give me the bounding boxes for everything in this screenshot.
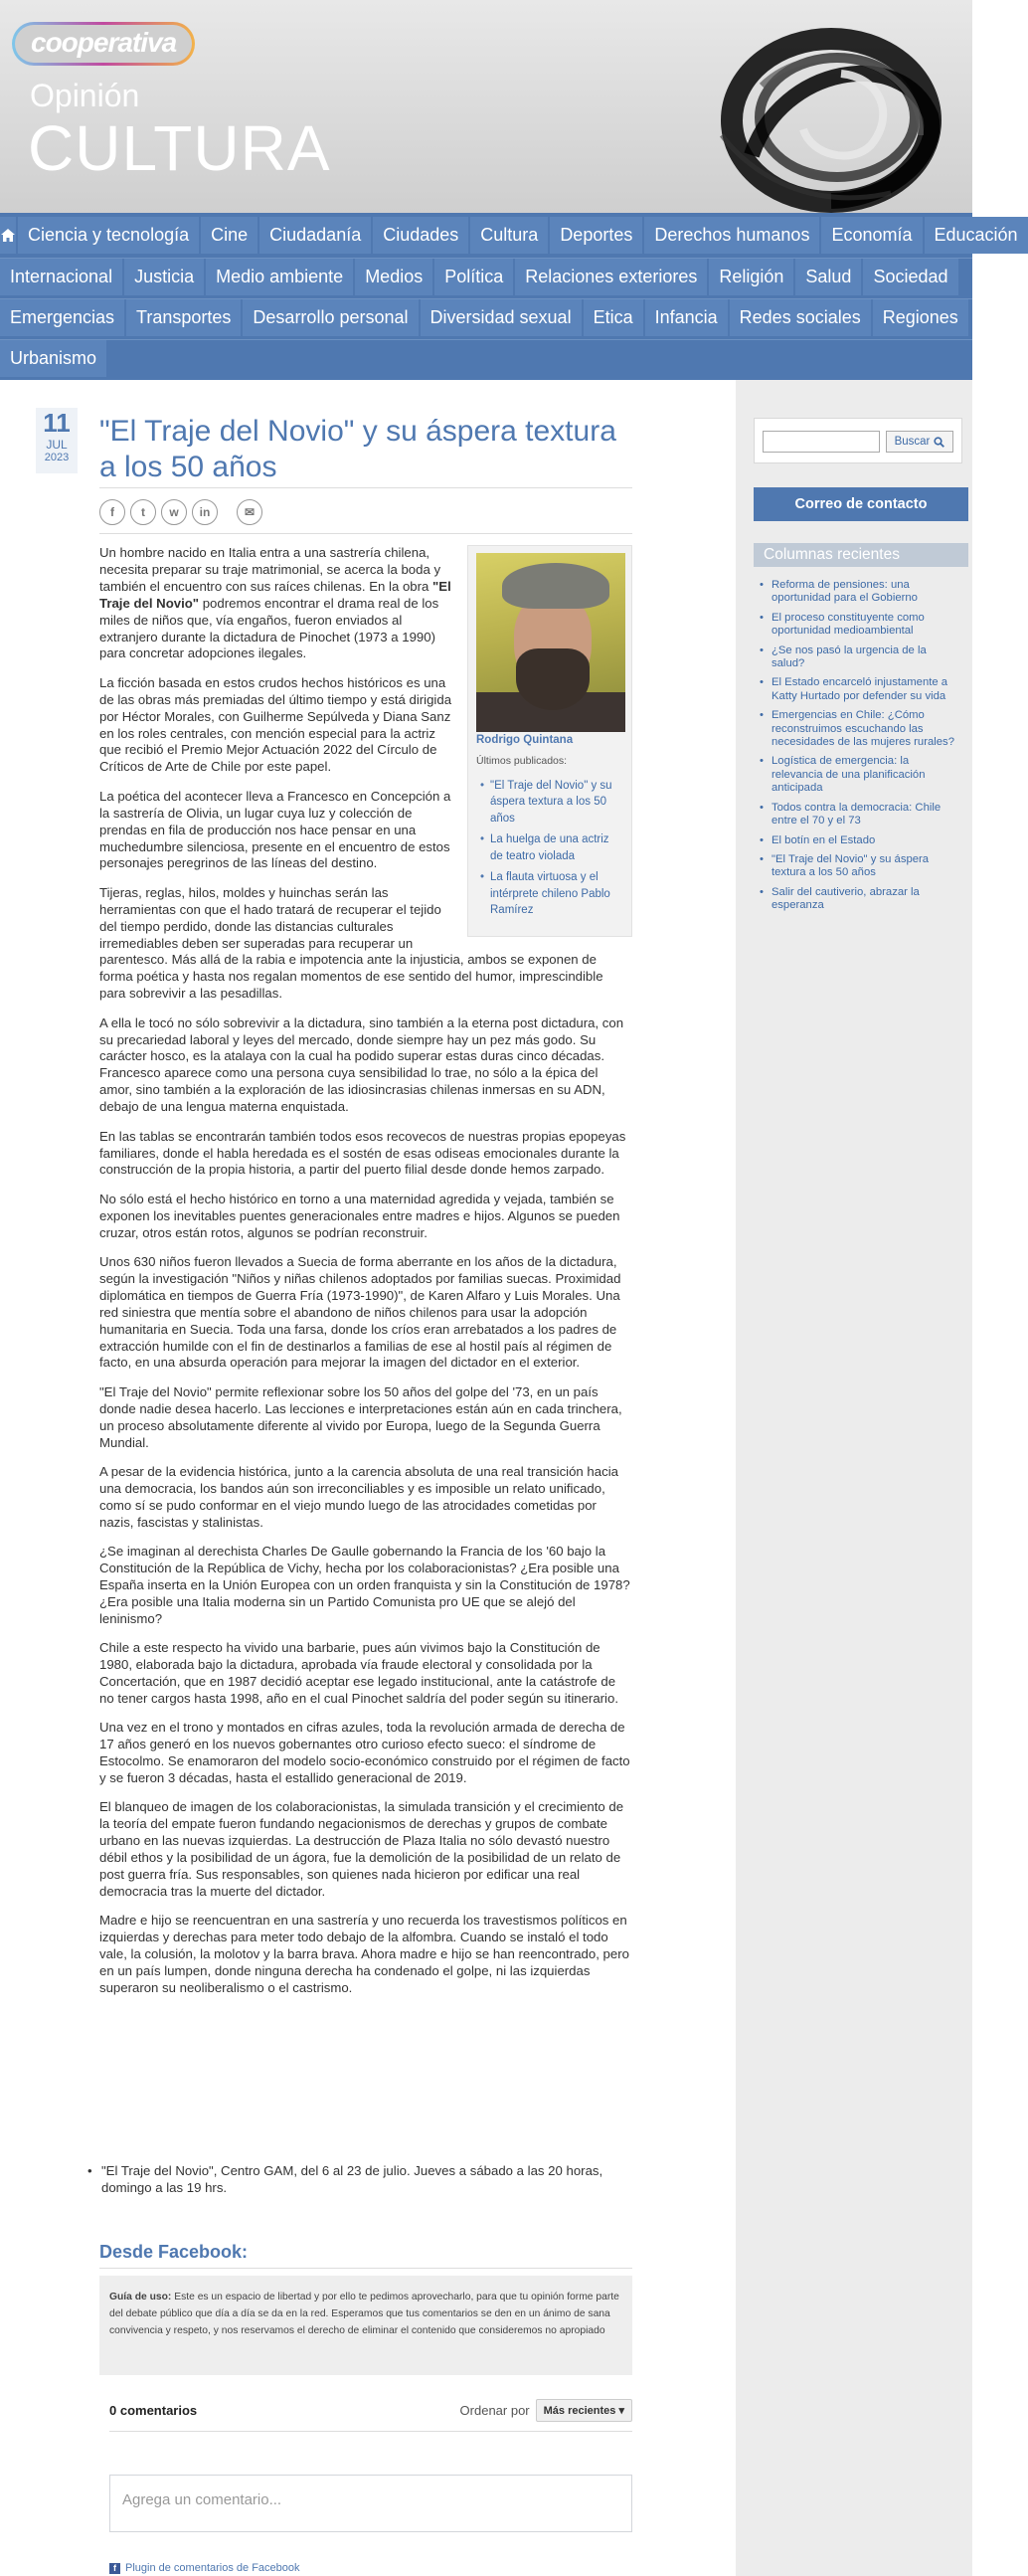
site-header	[0, 0, 972, 213]
recent-column-link[interactable]: • Logística de emergencia: la relevancia de una planificación anticipada	[760, 755, 958, 795]
recent-columns-list	[760, 579, 958, 919]
linkedin-share-icon[interactable]: in	[192, 499, 218, 525]
nav-item[interactable]: Política	[434, 259, 513, 295]
article-paragraph: Una vez en el trono y montados en cifras azules, toda la revolución armada de derecha de 17 años generó en los nuevos gobernantes otro curioso efecto sueco: el síndrome de Estocolmo. Se enamoraron del modelo socio-económico construido por el régimen de facto y se fueron 3 décadas, hasta el estallido generacional de 2019.	[99, 1720, 630, 1785]
nav-item[interactable]: Deportes	[550, 217, 642, 254]
divider	[109, 2431, 632, 2432]
contact-email-button[interactable]: Correo de contacto	[754, 487, 968, 521]
facebook-comments-heading: Desde Facebook:	[99, 2242, 249, 2262]
recent-column-link[interactable]: • ¿Se nos pasó la urgencia de la salud?	[760, 644, 958, 671]
sidebar	[736, 380, 972, 2576]
comments-toolbar	[109, 2397, 632, 2423]
usage-guide: Guía de uso: Este es un espacio de libertad y por ello te pedimos aprovecharlo, para que tu opinión forme parte del debate público que día a día se da en la red. Esperamos que tus comentarios se den en un ánimo de sana convivencia y respeto, y nos reservamos el derecho de eliminar el contenido que consideremos no apropiado	[99, 2276, 632, 2375]
article-paragraph: Madre e hijo se reencuentran en una sastrería y uno recuerda los travestismos políticos en izquierdas y derechas para meter todo debajo de la alfombra. Cuando se instaló el todo vale, la colusión, la molotov y la barra brava. Ahora madre e hijo se han reencontrado, pero en un país lumpen, donde ninguna derecha ha condenado el golpe, ni las izquierdas superaron su neoliberalismo o el castrismo.	[99, 1913, 629, 1995]
article-body	[99, 545, 632, 2009]
nav-item[interactable]: Medio ambiente	[206, 259, 353, 295]
article-paragraph: No sólo está el hecho histórico en torno a una maternidad agredida y vejada, también se exponen los inevitables puentes generacionales entre madres e hijos. Algunos se pueden cruzar, otros están rotos, algunos se podrían reconstruir.	[99, 1191, 620, 1240]
ink-swirl-decoration	[692, 26, 950, 215]
nav-item[interactable]: Economía	[821, 217, 922, 254]
article-paragraph: A pesar de la evidencia histórica, junto a la carencia absoluta de una real transición hacia una democracia, los bandos aún son irreconciliables y es imposible un relato unificado, como sí se pudo conformar en el viejo mundo luego de las atrocidades cometidas por nazis, fascistas y stalinistas.	[99, 1464, 618, 1530]
nav-item[interactable]: Cultura	[470, 217, 548, 254]
facebook-share-icon[interactable]: f	[99, 499, 125, 525]
recent-column-link[interactable]: • "El Traje del Novio" y su áspera textura a los 50 años	[760, 853, 958, 880]
article-paragraph: Chile a este respecto ha vivido una barbarie, pues aún vivimos bajo la Constitución de 1980, elaborada bajo la dictadura, aprobada vía fraude electoral y consolidada por la Concertación, que en 1987 decidió aceptar ese legado institucional, ante la catástrofe de no tener cargos hasta 1998, año en el cual Pinochet saldría del poder según su itinerario.	[99, 1640, 618, 1706]
nav-item[interactable]: Sociedad	[863, 259, 957, 295]
author-latest-list	[476, 778, 623, 919]
nav-item[interactable]: Diversidad sexual	[421, 299, 582, 336]
divider	[99, 533, 632, 534]
email-share-icon[interactable]: ✉	[237, 499, 262, 525]
nav-row	[0, 298, 972, 339]
search-button[interactable]: Buscar	[886, 431, 953, 453]
share-bar	[99, 499, 262, 525]
recent-column-link[interactable]: • Emergencias en Chile: ¿Cómo reconstruimos escuchando las necesidades de las mujeres rurales?	[760, 709, 958, 749]
nav-item[interactable]: Relaciones exteriores	[515, 259, 707, 295]
article-paragraph: ¿Se imaginan al derechista Charles De Gaulle gobernando la Francia de los '60 bajo la Constitución de la República de Vichy, hecha por los colaboracionistas? ¿Era posible una España inserta en la Unión Europea con un orden franquista y sin la Constitución de 1978? ¿Era posible una Italia moderna sin un Partido Comunista pro UE que se alejó del leninismo?	[99, 1544, 630, 1626]
search-box	[754, 418, 962, 463]
date-year: 2023	[44, 452, 70, 463]
nav-item[interactable]: Regiones	[873, 299, 968, 336]
event-info: • "El Traje del Novio", Centro GAM, del 6 al 23 de julio. Jueves a sábado a las 20 horas, domingo a las 19 hrs.	[101, 2162, 634, 2196]
order-select[interactable]: Más recientes ▾	[536, 2399, 632, 2422]
nav-item[interactable]: Ciencia y tecnología	[18, 217, 199, 254]
order-label: Ordenar por	[459, 2402, 530, 2418]
publish-date	[36, 408, 78, 473]
nav-item[interactable]: Justicia	[124, 259, 204, 295]
section-title: CULTURA	[28, 112, 331, 184]
nav-row	[0, 339, 972, 380]
nav-row	[0, 217, 1018, 258]
date-day: 11	[43, 408, 71, 438]
recent-column-link[interactable]: • Reforma de pensiones: una oportunidad para el Gobierno	[760, 579, 958, 606]
divider	[99, 2268, 632, 2269]
author-photo	[476, 553, 625, 724]
nav-item[interactable]: Salud	[795, 259, 861, 295]
nav-item[interactable]: Medios	[355, 259, 432, 295]
chevron-down-icon: ▾	[618, 2404, 624, 2417]
recent-column-link[interactable]: • El proceso constituyente como oportunidad medioambiental	[760, 612, 958, 639]
article-paragraph: La ficción basada en estos crudos hechos históricos es una de las obras más premiadas del último tiempo y está dirigida por Héctor Morales, con Guilherme Sepúlveda y Diana Sanz en los roles centrales, con mención especial para la actriz que recibió el Premio Mejor Actuación 2022 del Círculo de Críticos de Arte de Chile por este papel.	[99, 674, 452, 775]
category-nav	[0, 213, 1018, 380]
facebook-icon: f	[109, 2563, 120, 2574]
nav-item[interactable]: Desarrollo personal	[243, 299, 418, 336]
nav-item[interactable]: Derechos humanos	[644, 217, 819, 254]
date-month: JUL	[46, 438, 68, 452]
nav-item[interactable]: Transportes	[126, 299, 241, 336]
comment-input[interactable]: Agrega un comentario...	[109, 2475, 632, 2532]
nav-item[interactable]: Internacional	[0, 259, 122, 295]
recent-column-link[interactable]: • El Estado encarceló injustamente a Katty Hurtado por defender su vida	[760, 676, 958, 703]
article-paragraph: "El Traje del Novio" permite reflexionar sobre los 50 años del golpe del '73, en un país donde nadie desea hacerlo. Las lecciones e interpretaciones están aún en cada trinchera, un proceso absolutamente diferente al vivido por Europa, luego de la Segunda Guerra Mundial.	[99, 1383, 622, 1450]
article-paragraph: Un hombre nacido en Italia entra a una sastrería chilena, necesita preparar su traje matrimonial, se acerca la boda y también el encuentro con sus raíces chilenas. En la obra "El Traje del Novio" podremos encontrar el drama real de los miles de niños que, vía engaños, fueron enviados al extranjero durante la dictadura de Pinochet (1973 a 1990) para concretar adopciones ilegales.	[99, 545, 451, 661]
author-box	[467, 545, 632, 937]
nav-item[interactable]: Ciudades	[373, 217, 468, 254]
author-name-link[interactable]: Rodrigo Quintana	[476, 734, 574, 746]
search-icon	[934, 437, 944, 448]
recent-column-link[interactable]: • Todos contra la democracia: Chile entre el 70 y el 73	[760, 802, 958, 828]
home-button[interactable]	[0, 217, 16, 254]
section-subtitle: Opinión	[30, 78, 140, 113]
recent-columns-heading: Columnas recientes	[754, 543, 968, 567]
nav-item[interactable]: Emergencias	[0, 299, 124, 336]
nav-item[interactable]: Educación	[925, 217, 1028, 254]
nav-item[interactable]: Religión	[709, 259, 793, 295]
article-paragraph: Tijeras, reglas, hilos, moldes y huinchas serán las herramientas con que el hado tratará de recuperar el tejido del tiempo perdido, donde las distancias culturales irremediables deben ser superadas para recuperar un parentesco. Más allá de la rabia e impotencia ante la injusticia, ambos se exponen de forma poética y hasta nos regalan momentos de ese sentido del humor, imprescindible para sobrevivir a las pesadillas.	[99, 884, 603, 1002]
nav-row	[0, 258, 972, 298]
nav-item[interactable]: Urbanismo	[0, 340, 106, 377]
article-paragraph: En las tablas se encontrarán también todos esos recovecos de nuestras propias epopeyas familiares, donde el habla heredada es el sostén de esas odiseas emocionales durante la construcción de la propia historia, a partir del puerto filial desde donde hemos zarpado.	[99, 1128, 626, 1178]
nav-item[interactable]: Ciudadanía	[259, 217, 371, 254]
author-latest-item[interactable]: • La huelga de una actriz de teatro violada	[480, 831, 623, 864]
article-paragraph: La poética del acontecer lleva a Francesco en Concepción a la sastrería de Olivia, un lugar cuya luz y colección de prendas en fila de producción nos hace pensar en una muchedumbre silenciosa, presente en el encuentro de estos personajes peregrinos de las líneas del destino.	[99, 788, 451, 871]
article-paragraph: Unos 630 niños fueron llevados a Suecia de forma aberrante en los años de la dictadura, según la investigación "Niños y niñas chilenos adoptados por familias suecas. Proximidad diplomática en tiempos de Guerra Fría (1973-1990)", de Karen Alfaro y Luis Morales. Una red siniestra que mentía sobre el abandono de niños chilenos para usar la adopción humanitaria en Suecia. Toda una farsa, donde los críos eran arrebatados a los padres de extracción humilde con el fin de destinarlos a familias de ese al hostil país al régimen de facto, en una absurda operación para mejorar la imagen del dictador en el exterior.	[99, 1254, 621, 1371]
nav-item[interactable]: Etica	[584, 299, 643, 336]
article-paragraph: El blanqueo de imagen de los colaboracionistas, la simulada transición y el crecimiento de la teoría del empate fueron fundando negacionismos de derechas y grupos de combate urbano en las nuevas izquierdas. La destrucción de Plaza Italia no sólo devastó nuestro débil ethos y la posibilidad de un ágora, fue la demolición de la posibilidad de un relato de post guerra fría. Sus responsables, son quienes nada hicieron por edificar una real democracia tras la muerte del dictador.	[99, 1799, 624, 1899]
cooperativa-logo[interactable]: cooperativa	[12, 22, 195, 66]
nav-item[interactable]: Infancia	[645, 299, 728, 336]
author-latest-item[interactable]: • "El Traje del Novio" y su áspera textura a los 50 años	[480, 778, 623, 828]
twitter-share-icon[interactable]: t	[130, 499, 156, 525]
article-paragraph: A ella le tocó no sólo sobrevivir a la dictadura, sino también a la eterna post dictadura, con su precariedad laboral y leyes del mercado, donde siempre hay un pez más godo. Su carácter hosco, es la atalaya con la cual ha podido superar estas duras cinco décadas. Francesco aparece como una persona cuya sensibilidad lo trae, no sólo a la épica del amor, sino también a la exploración de las idiosincrasias chilenas inmersas en su ADN, debajo de una lengua materna enquistada.	[99, 1014, 624, 1115]
home-icon	[0, 228, 16, 243]
author-latest-label: Últimos publicados:	[476, 754, 568, 767]
nav-item[interactable]: Redes sociales	[730, 299, 871, 336]
comment-count: 0 comentarios	[109, 2402, 198, 2418]
article-title: "El Traje del Novio" y su áspera textura a los 50 años	[99, 415, 616, 483]
divider	[99, 487, 632, 488]
whatsapp-share-icon[interactable]: w	[161, 499, 187, 525]
recent-column-link[interactable]: • El botín en el Estado	[760, 834, 958, 847]
nav-item[interactable]: Cine	[201, 217, 257, 254]
facebook-plugin-link[interactable]: f Plugin de comentarios de Facebook	[109, 2562, 300, 2574]
event-info-list	[82, 2162, 634, 2196]
author-latest-item[interactable]: • La flauta virtuosa y el intérprete chileno Pablo Ramírez	[480, 869, 623, 919]
search-input[interactable]	[763, 431, 880, 453]
recent-column-link[interactable]: • Salir del cautiverio, abrazar la esperanza	[760, 886, 958, 913]
